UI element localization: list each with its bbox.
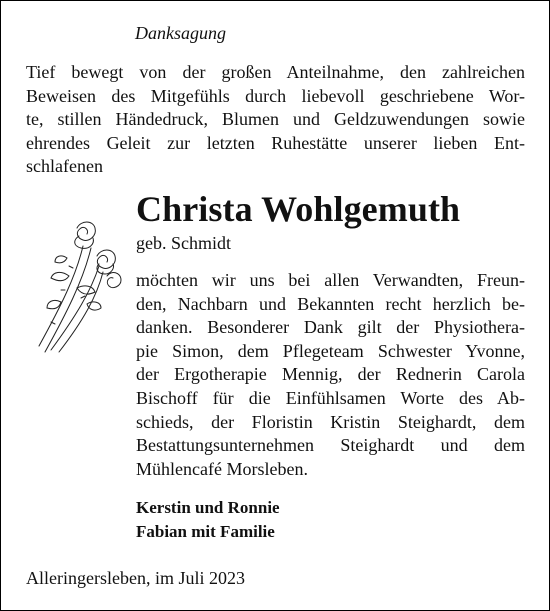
thanks-line: danken. Besonderer Dank gilt der Physiothera- <box>136 317 525 338</box>
signers <box>136 496 280 544</box>
thanks-line: der Ergotherapie Mennig, der Rednerin Carola <box>136 364 525 385</box>
intro-line: Beweisen des Mitgefühls durch liebevoll geschriebene Wor- <box>26 85 525 106</box>
maiden-name: geb. Schmidt <box>136 233 231 253</box>
thanks-line: Bischoff für die Einfühlsamen Worte des Ab- <box>136 387 525 408</box>
signer-line: Kerstin und Ronnie <box>136 498 280 517</box>
thanks-line: Bestattungsunternehmen Steighardt und dem <box>136 435 525 456</box>
intro-line: schlafenen <box>26 156 103 177</box>
intro-line: te, stillen Händedruck, Blumen und Geldzuwendungen sowie <box>26 109 525 130</box>
signer-line: Fabian mit Familie <box>136 522 275 541</box>
heading: Danksagung <box>135 23 226 43</box>
intro-line: ehrendes Geleit zur letzten Ruhestätte unserer lieben Ent- <box>26 132 525 153</box>
rose-branch-icon <box>21 206 131 356</box>
place-date: Alleringersleben, im Juli 2023 <box>26 568 245 588</box>
intro-line: Tief bewegt von der großen Anteilnahme, den zahlreichen <box>26 62 525 82</box>
thanks-line: schieds, der Floristin Kristin Steighardt, dem <box>136 411 525 432</box>
thanks-line: möchten wir uns bei allen Verwandten, Freun- <box>136 270 525 290</box>
intro-paragraph <box>26 61 525 179</box>
thanks-line: den, Nachbarn und Bekannten recht herzlich be- <box>136 293 525 314</box>
thanks-line: Mühlencafé Morsleben. <box>136 458 308 479</box>
thanks-line: pie Simon, dem Pflegeteam Schwester Yvonne, <box>136 340 525 361</box>
deceased-name: Christa Wohlgemuth <box>136 189 461 229</box>
thanks-paragraph <box>136 269 525 481</box>
